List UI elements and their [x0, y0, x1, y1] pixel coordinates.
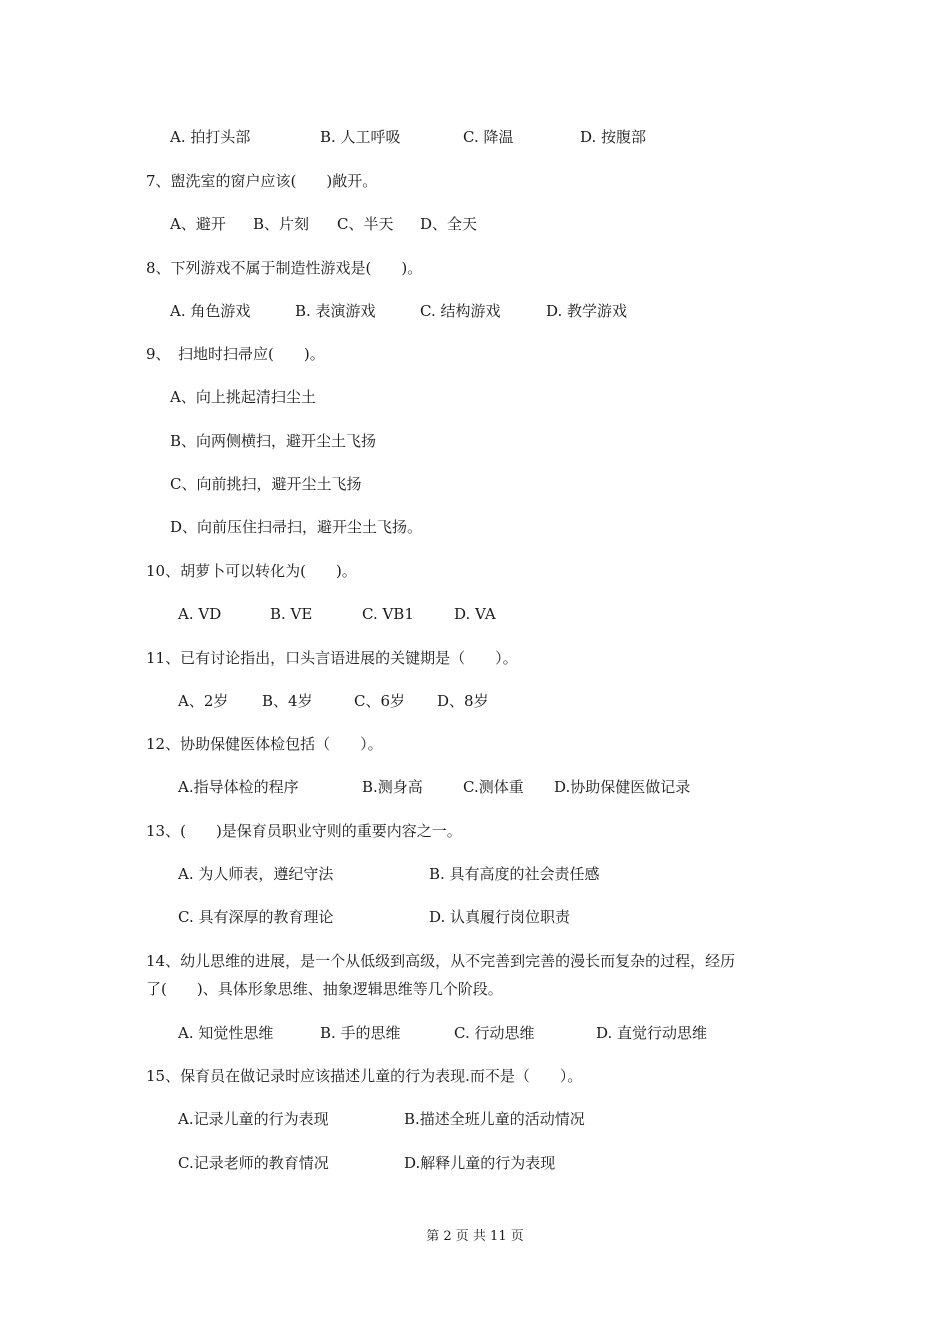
option-b: B.描述全班儿童的活动情况	[404, 1110, 585, 1128]
option-a: A、向上挑起清扫尘土	[170, 388, 316, 406]
option-c: C、半天	[337, 215, 394, 233]
option-b: B、向两侧横扫，避开尘土飞扬	[170, 432, 377, 450]
option-c: C、6岁	[354, 692, 406, 710]
option-d: D. 教学游戏	[546, 302, 628, 320]
question-8-stem: 8、下列游戏不属于制造性游戏是( )。	[146, 259, 423, 277]
option-b: B.测身高	[362, 778, 423, 796]
option-a: A.指导体检的程序	[178, 778, 299, 796]
option-a: A、避开	[170, 215, 226, 233]
option-c: C.测体重	[463, 778, 524, 796]
question-10-stem: 10、胡萝卜可以转化为( )。	[146, 562, 357, 580]
option-d: D、全天	[420, 215, 478, 233]
option-a: A. 角色游戏	[170, 302, 251, 320]
option-c: C. 结构游戏	[420, 302, 501, 320]
option-a: A. 拍打头部	[170, 128, 251, 146]
question-12-stem: 12、协助保健医体检包括（ ）。	[146, 735, 383, 753]
option-d: D.协助保健医做记录	[554, 778, 691, 796]
option-d: D. 直觉行动思维	[596, 1024, 708, 1042]
option-d: D. VA	[454, 605, 496, 623]
option-b: B. 表演游戏	[295, 302, 376, 320]
option-d: D、8岁	[437, 692, 489, 710]
option-d: D. 按腹部	[580, 128, 647, 146]
question-9-stem: 9、 扫地时扫帚应( )。	[146, 345, 325, 363]
option-d: D.解释儿童的行为表现	[404, 1154, 556, 1172]
option-a: A、2岁	[178, 692, 229, 710]
question-14-stem-line1: 14、幼儿思维的进展，是一个从低级到高级，从不完善到完善的漫长而复杂的过程，经历	[146, 952, 736, 970]
option-b: B. 具有高度的社会责任感	[429, 865, 600, 883]
option-d: D、向前压住扫帚扫，避开尘土飞扬。	[170, 518, 423, 536]
option-a: A. 为人师表，遵纪守法	[178, 865, 334, 883]
option-d: D. 认真履行岗位职责	[429, 908, 571, 926]
question-7-stem: 7、盥洗室的窗户应该( )敞开。	[146, 172, 378, 190]
question-15-stem: 15、保育员在做记录时应该描述儿童的行为表现.而不是（ ）。	[146, 1067, 583, 1085]
option-c: C、向前挑扫，避开尘土飞扬	[170, 475, 362, 493]
option-c: C.记录老师的教育情况	[178, 1154, 329, 1172]
option-b: B. VE	[270, 605, 313, 623]
question-11-stem: 11、已有讨论指出，口头言语进展的关键期是（ ）。	[146, 649, 518, 667]
option-b: B. 人工呼吸	[320, 128, 401, 146]
option-b: B、片刻	[253, 215, 310, 233]
page-number-footer: 第 2 页 共 11 页	[426, 1229, 524, 1244]
option-c: C. 具有深厚的教育理论	[178, 908, 334, 926]
option-a: A. 知觉性思维	[178, 1024, 274, 1042]
question-13-stem: 13、( )是保育员职业守则的重要内容之一。	[146, 822, 462, 840]
option-a: A. VD	[178, 605, 222, 623]
option-c: C. 行动思维	[454, 1024, 535, 1042]
option-b: B、4岁	[262, 692, 313, 710]
option-c: C. 降温	[463, 128, 514, 146]
option-b: B. 手的思维	[320, 1024, 401, 1042]
option-a: A.记录儿童的行为表现	[178, 1110, 329, 1128]
option-c: C. VB1	[362, 605, 414, 623]
question-14-stem-line2: 了( )、具体形象思维、抽象逻辑思维等几个阶段。	[146, 980, 503, 998]
